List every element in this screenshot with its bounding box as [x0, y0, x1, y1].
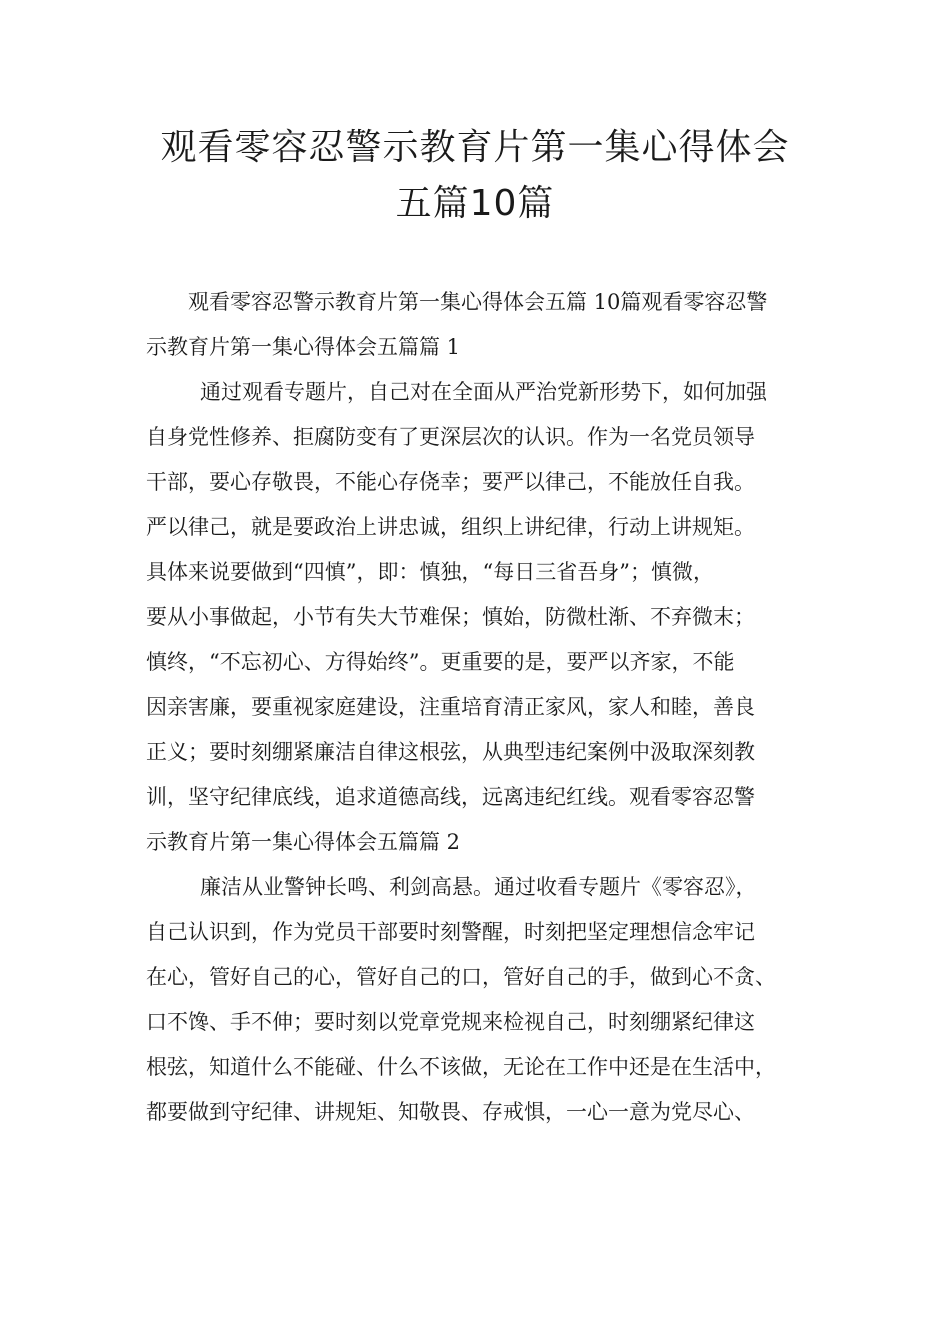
text-line: 因亲害廉，要重视家庭建设，注重培育清正家风，家人和睦，善良	[146, 695, 755, 719]
text-line: 示教育片第一集心得体会五篇篇 1	[146, 335, 461, 359]
document-body	[146, 280, 826, 1135]
text-line: 干部，要心存敬畏，不能心存侥幸；要严以律己，不能放任自我。	[146, 470, 755, 494]
text-line: 自身党性修养、拒腐防变有了更深层次的认识。作为一名党员领导	[146, 425, 755, 449]
text-line: 根弦，知道什么不能碰、什么不该做，无论在工作中还是在生活中，	[146, 1055, 776, 1079]
text-line: 在心，管好自己的心，管好自己的口，管好自己的手，做到心不贪、	[146, 965, 776, 989]
text-line: 慎终，“不忘初心、方得始终”。更重要的是，要严以齐家，不能	[146, 650, 735, 674]
text-line: 具体来说要做到“四慎”，即：慎独，“每日三省吾身”；慎微，	[146, 560, 714, 584]
text-line: 自己认识到，作为党员干部要时刻警醒，时刻把坚定理想信念牢记	[146, 920, 755, 944]
title-line-1: 观看零容忍警示教育片第一集心得体会	[160, 127, 790, 168]
document-title	[100, 120, 850, 232]
text-line: 严以律己，就是要政治上讲忠诚，组织上讲纪律，行动上讲规矩。	[146, 515, 755, 539]
text-line: 都要做到守纪律、讲规矩、知敬畏、存戒惧，一心一意为党尽心、	[146, 1100, 755, 1124]
text-line: 正义；要时刻绷紧廉洁自律这根弦，从典型违纪案例中汲取深刻教	[146, 740, 755, 764]
text-line: 示教育片第一集心得体会五篇篇 2	[146, 830, 461, 854]
text-line: 训，坚守纪律底线，追求道德高线，远离违纪红线。观看零容忍警	[146, 785, 755, 809]
text-line: 要从小事做起，小节有失大节难保；慎始，防微杜渐、不弃微末；	[146, 605, 755, 629]
text-line: 廉洁从业警钟长鸣、利剑高悬。通过收看专题片《零容忍》，	[200, 875, 757, 899]
text-line: 观看零容忍警示教育片第一集心得体会五篇 10篇观看零容忍警	[188, 290, 768, 314]
text-line: 通过观看专题片，自己对在全面从严治党新形势下，如何加强	[200, 380, 767, 404]
title-line-2: 五篇10篇	[395, 183, 555, 224]
text-line: 口不馋、手不伸；要时刻以党章党规来检视自己，时刻绷紧纪律这	[146, 1010, 755, 1034]
